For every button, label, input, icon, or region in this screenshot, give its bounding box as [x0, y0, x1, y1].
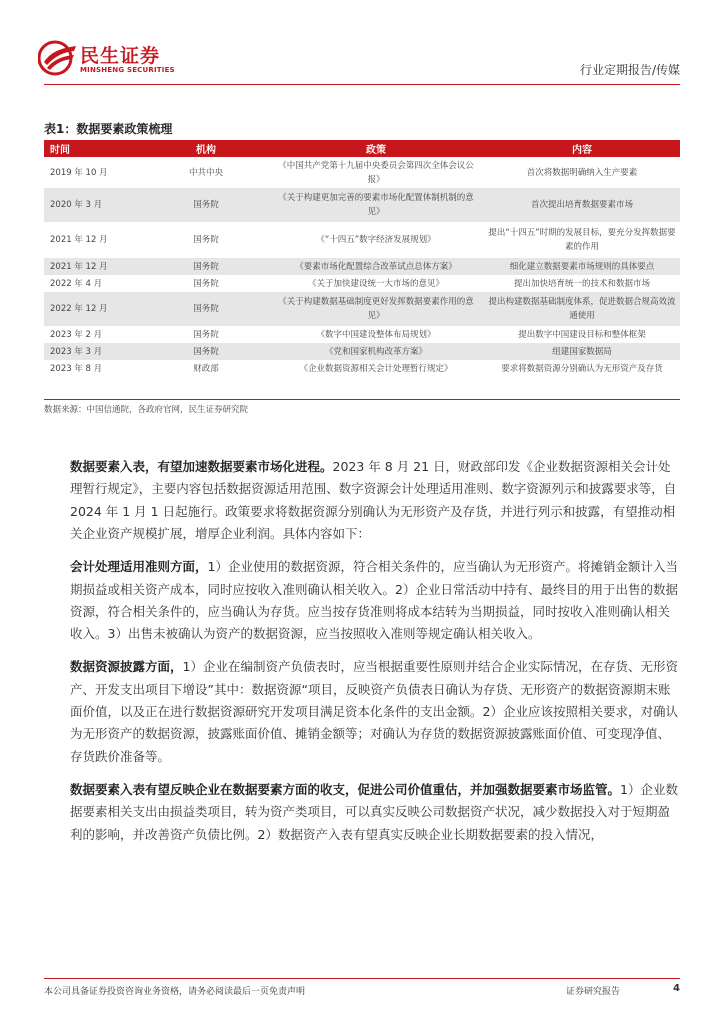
table-row [44, 188, 680, 222]
cell-org: 国务院 [144, 292, 268, 326]
cell-org: 中共中央 [144, 157, 268, 188]
cell-content: 组建国家数据局 [484, 343, 680, 360]
table-row [44, 222, 680, 258]
cell-policy: 《党和国家机构改革方案》 [268, 343, 484, 360]
cell-content: 要求将数据资源分别确认为无形资产及存货 [484, 360, 680, 377]
cell-org: 国务院 [144, 222, 268, 258]
table-header-row [44, 140, 680, 157]
paragraph-lead: 会计处理适用准则方面， [70, 559, 208, 575]
cell-org: 财政部 [144, 360, 268, 377]
page-header [0, 0, 724, 92]
cell-policy: 《关于构建更加完善的要素市场化配置体制机制的意见》 [268, 188, 484, 222]
paragraph [70, 556, 680, 646]
paragraph [70, 656, 680, 768]
footer-divider [44, 978, 680, 979]
cell-time: 2023 年 2 月 [44, 326, 144, 343]
paragraph-text: 1）企业使用的数据资源，符合相关条件的，应当确认为无形资产。将摊销金额计入当期损益或相关资产成本，同时应按收入准则确认相关收入。2）企业日常活动中持有、最终目的用于出售的数据资源，符合相关条件的，应当确认为存货。应当按存货准则将成本结转为当期损益，同时按收入准则确认相关收入。3）出售未被确认为资产的数据资源，应当按照收入准则等规定确认相关收入。 [70, 559, 678, 642]
cell-content: 首次提出培育数据要素市场 [484, 188, 680, 222]
table-row [44, 360, 680, 377]
header-divider [44, 84, 680, 85]
cell-policy: 《中国共产党第十九届中央委员会第四次全体会议公报》 [268, 157, 484, 188]
cell-policy: 《“十四五”数字经济发展规划》 [268, 222, 484, 258]
cell-content: 提出数字中国建设目标和整体框架 [484, 326, 680, 343]
cell-org: 国务院 [144, 326, 268, 343]
cell-org: 国务院 [144, 343, 268, 360]
paragraph-text: 2023 年 8 月 21 日，财政部印发《企业数据资源相关会计处理暂行规定》，主要内容包括数据资源适用范围、数字资源会计处理适用准则、数字资源列示和披露要求等，自 2024 年 1 月 1 日起施行。政策要求将数据资源分别确认为无形资产及存货，并进行列示和披露，有望推动相关企业资产规模扩展，增厚企业利润。具体内容如下： [70, 459, 677, 542]
table-bottom-border [44, 399, 680, 400]
page-number: 4 [673, 983, 680, 994]
cell-content: 提出加快培育统一的技术和数据市场 [484, 275, 680, 292]
cell-policy: 《关于加快建设统一大市场的意见》 [268, 275, 484, 292]
cell-content: 提出构建数据基础制度体系，促进数据合规高效流通使用 [484, 292, 680, 326]
footer-disclaimer: 本公司具备证券投资咨询业务资格，请务必阅读最后一页免责声明 [44, 987, 306, 997]
cell-org: 国务院 [144, 188, 268, 222]
cell-policy: 《要素市场化配置综合改革试点总体方案》 [268, 258, 484, 275]
cell-time: 2019 年 10 月 [44, 157, 144, 188]
table-row [44, 343, 680, 360]
cell-time: 2022 年 12 月 [44, 292, 144, 326]
column-header-content: 内容 [484, 140, 680, 157]
paragraph-text: 1）企业数据要素相关支出由损益类项目，转为资产类项目，可以真实反映公司数据资产状况，减少数据投入对于短期盈利的影响，并改善资产负债比例。2）数据资产入表有望真实反映企业长期数据要素的投入情况， [70, 781, 678, 842]
cell-content: 提出“十四五”时期的发展目标，要充分发挥数据要素的作用 [484, 222, 680, 258]
cell-org: 国务院 [144, 275, 268, 292]
cell-policy: 《关于构建数据基础制度更好发挥数据要素作用的意见》 [268, 292, 484, 326]
table-row [44, 326, 680, 343]
report-type: 行业定期报告/传媒 [579, 63, 680, 77]
cell-policy: 《数字中国建设整体布局规划》 [268, 326, 484, 343]
table-title: 表1：数据要素政策梳理 [44, 122, 173, 136]
logo-text-en: MINSHENG SECURITIES [80, 66, 175, 74]
policy-table [44, 140, 680, 377]
cell-time: 2020 年 3 月 [44, 188, 144, 222]
cell-policy: 《企业数据资源相关会计处理暂行规定》 [268, 360, 484, 377]
column-header-policy: 政策 [268, 140, 484, 157]
body-text [70, 456, 680, 857]
table-row [44, 292, 680, 326]
paragraph-lead: 数据要素入表有望反映企业在数据要素方面的收支，促进公司价值重估，并加强数据要素市场监管。 [70, 781, 621, 797]
logo-mark-icon [38, 40, 78, 76]
column-header-org: 机构 [144, 140, 268, 157]
paragraph-text: 1）企业在编制资产负债表时，应当根据重要性原则并结合企业实际情况，在存货、无形资产、开发支出项目下增设”其中：数据资源“项目，反映资产负债表日确认为存货、无形资产的数据资源期末账面价值，以及正在进行数据资源研究开发项目满足资本化条件的支出金额。2）企业应该按照相关要求，对确认为无形资产的数据资源，披露账面价值、摊销金额等；对确认为存货的数据资源披露账面价值、可变现净值、存货跌价准备等。 [70, 659, 678, 764]
cell-time: 2021 年 12 月 [44, 258, 144, 275]
cell-time: 2023 年 3 月 [44, 343, 144, 360]
paragraph-lead: 数据要素入表，有望加速数据要素市场化进程。 [70, 459, 333, 474]
cell-org: 国务院 [144, 258, 268, 275]
paragraph [70, 456, 680, 546]
cell-content: 首次将数据明确纳入生产要素 [484, 157, 680, 188]
column-header-time: 时间 [44, 140, 144, 157]
minsheng-logo [38, 40, 188, 82]
table-row [44, 258, 680, 275]
cell-time: 2022 年 4 月 [44, 275, 144, 292]
cell-content: 细化建立数据要素市场规则的具体要点 [484, 258, 680, 275]
cell-time: 2021 年 12 月 [44, 222, 144, 258]
table-source: 数据来源：中国信通院，各政府官网，民生证券研究院 [44, 405, 249, 415]
table-row [44, 275, 680, 292]
footer-label: 证券研究报告 [566, 987, 621, 997]
paragraph-lead: 数据资源披露方面， [70, 659, 183, 675]
cell-time: 2023 年 8 月 [44, 360, 144, 377]
logo-text-cn: 民生证券 [80, 45, 161, 67]
table-row [44, 157, 680, 188]
paragraph [70, 779, 680, 846]
